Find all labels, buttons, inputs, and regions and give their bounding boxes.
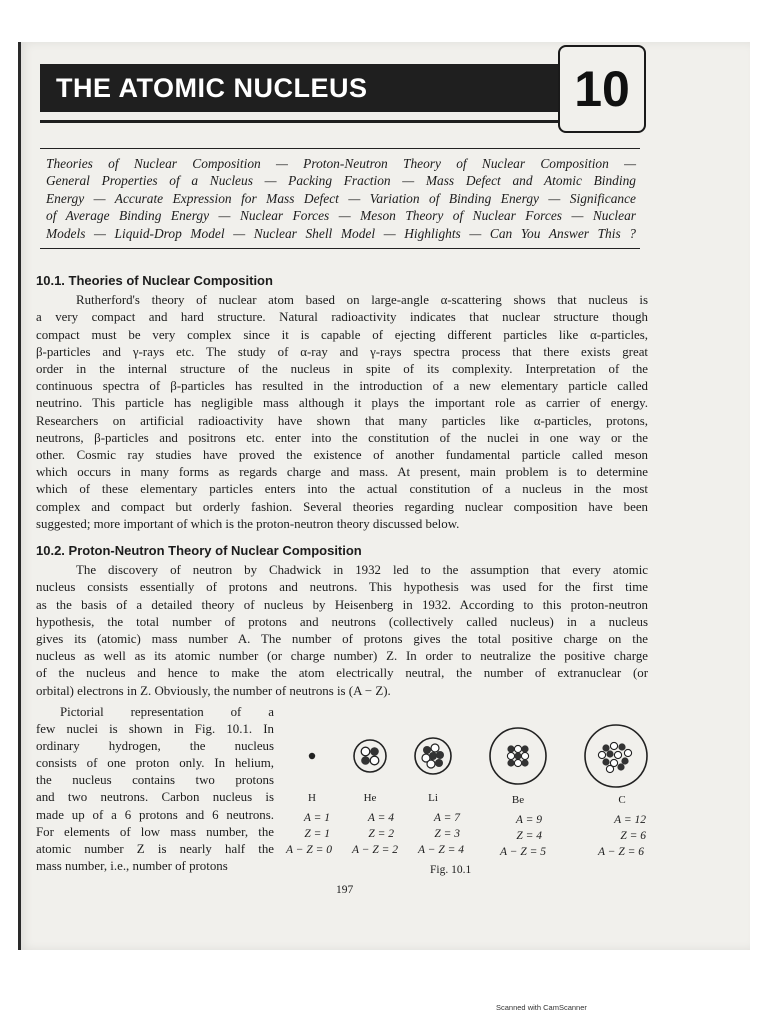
chapter-contents xyxy=(46,155,636,242)
contents-line: Energy — Accurate Expression for Mass Defect — Variation of Binding Energy — Significance xyxy=(46,190,636,206)
mass-number: A = 1 xyxy=(303,812,330,824)
hydrogen-nucleus xyxy=(309,753,315,759)
paragraph-line: complex and compact but orderly fashion. Several theories regarding nuclear composition have been xyxy=(36,499,648,514)
paragraph-line: a very compact and hard structure. Natural radioactivity indicates that nuclear structure though xyxy=(36,310,648,325)
atomic-number: Z = 4 xyxy=(516,830,542,842)
nucleus-symbol: H xyxy=(308,792,316,804)
beryllium-nucleus xyxy=(490,728,546,784)
nucleus-symbol: Be xyxy=(511,794,525,806)
helium-nucleus xyxy=(354,740,386,772)
paragraph-line: Researchers on artificial radioactivity have shown that many particles like α-particles, protons, xyxy=(36,413,648,428)
contents-rule-top xyxy=(40,148,640,149)
paragraph-line: Rutherford's theory of nuclear atom based on large-angle α-scattering shows that nucleus is xyxy=(76,293,648,308)
paragraph-line: made up of a 6 protons and 6 neutrons. xyxy=(36,807,274,822)
mass-number: A = 12 xyxy=(614,814,646,826)
paragraph-line: which of these elementary particles enters into the actual constitution of a nucleus in the most xyxy=(36,482,648,497)
paragraph-line: and two neutrons. Carbon nucleus is xyxy=(36,790,274,805)
mass-number: A = 9 xyxy=(515,814,542,826)
paragraph-line: suggested; more important of which is the proton-neutron theory discussed below. xyxy=(36,516,460,531)
contents-rule-bottom xyxy=(40,248,640,249)
paragraph-line: For elements of low mass number, the xyxy=(36,824,274,839)
paragraph-line: of the nucleus and hence to make the atom electrically neutral, the number of extranuclear (or xyxy=(36,666,648,681)
paragraph-line: compact must be very complex since it is capable of ejecting different particles like α-particles, xyxy=(36,327,648,342)
scanner-watermark: Scanned with CamScanner xyxy=(496,1003,587,1012)
figure-caption: Fig. 10.1 xyxy=(430,864,472,876)
nucleus-symbol: He xyxy=(363,792,377,804)
paragraph-line: orbital) electrons in Z. Obviously, the number of neutrons is (A − Z). xyxy=(36,683,391,698)
paragraph-line: mass number, i.e., number of protons xyxy=(36,858,228,873)
figure-side-text xyxy=(36,704,274,875)
paragraph-line: which occurs in many forms as regards charge and mass. At present, main problem is to determine xyxy=(36,465,648,480)
contents-line: of Average Binding Energy — Nuclear Forces — Meson Theory of Nuclear Forces — Nuclear xyxy=(46,208,636,224)
paragraph-line: few nuclei is shown in Fig. 10.1. In xyxy=(36,722,274,737)
page-number: 197 xyxy=(336,884,354,896)
paragraph-line: Pictorial representation of a xyxy=(60,705,274,719)
paragraph-line: the nucleus contains two protons xyxy=(36,773,274,788)
contents-line: Models — Liquid-Drop Model — Nuclear Shell Model — Highlights — Can You Answer This ? xyxy=(46,225,636,241)
section-heading: 10.1. Theories of Nuclear Composition xyxy=(36,273,273,288)
atomic-number: Z = 1 xyxy=(304,828,330,840)
paragraph-line: nucleus as well as its atomic number (or charge number) Z. In order to neutralize the positive charge xyxy=(36,649,648,664)
mass-number: A = 4 xyxy=(367,812,394,824)
mass-number: A = 7 xyxy=(433,812,460,824)
chapter-number-box xyxy=(558,45,646,133)
atomic-number: Z = 2 xyxy=(368,828,394,840)
paragraph-line: neutrons, β-particles and positrons etc. enter into the constitution of the nuclei in one way or the xyxy=(36,430,648,445)
neutron-number: A − Z = 2 xyxy=(352,844,398,856)
paragraph-line: ordinary hydrogen, the nucleus xyxy=(36,739,274,754)
contents-line: General Properties of a Nucleus — Packing Fraction — Mass Defect and Atomic Binding xyxy=(46,173,636,189)
paragraph-line: gives its (atomic) mass number A. The number of protons gives the total positive charge on the xyxy=(36,632,648,647)
nucleus-symbol: Li xyxy=(428,792,438,804)
nucleus-symbol: C xyxy=(618,794,626,806)
paragraph-line: order in the internal structure of the nucleus in spite of its complexity. Interpretation of the xyxy=(36,362,648,377)
atomic-number: Z = 3 xyxy=(434,828,460,840)
paragraph-line: The discovery of neutron by Chadwick in 1932 led to the assumption that every atomic xyxy=(76,563,648,578)
contents-line: Theories of Nuclear Composition — Proton-Neutron Theory of Nuclear Composition — xyxy=(46,156,636,171)
paragraph-line: hypothesis, the total number of protons and neutrons (collectively called nucleus) in a nucleus xyxy=(36,614,648,629)
section-10-1 xyxy=(36,272,648,533)
paragraph-line: β-particles and γ-rays etc. The study of α-ray and γ-rays spectra process that there exists great xyxy=(36,344,648,359)
paragraph-line: atomic number Z is nearly half the xyxy=(36,841,274,856)
paragraph-line: consists of one proton only. In helium, xyxy=(36,756,274,771)
page-binding-edge xyxy=(18,42,21,950)
neutron-number: A − Z = 0 xyxy=(286,844,332,856)
title-rule xyxy=(40,120,640,123)
paragraph-line: continuous spectra of β-particles has resulted in the introduction of a new elementary particle called xyxy=(36,379,648,394)
paragraph-line: other. Cosmic ray studies have proved the existence of another fundamental particle called meson xyxy=(36,448,648,463)
section-10-2 xyxy=(36,542,648,700)
figure-10-1 xyxy=(280,722,660,882)
paragraph-line: nucleus consists essentially of protons and neutrons. This hypothesis was used for the first time xyxy=(36,580,648,595)
neutron-number: A − Z = 4 xyxy=(418,844,464,856)
paragraph-line: as the basis of a detailed theory of nucleus by Heisenberg in 1932. According to this proton-neutron xyxy=(36,597,648,612)
chapter-title: THE ATOMIC NUCLEUS xyxy=(56,73,368,103)
section-heading: 10.2. Proton-Neutron Theory of Nuclear Composition xyxy=(36,543,362,558)
neutron-number: A − Z = 6 xyxy=(598,846,644,858)
atomic-number: Z = 6 xyxy=(620,830,646,842)
carbon-nucleus xyxy=(585,725,647,787)
nuclei-diagram xyxy=(280,722,660,802)
paragraph-line: neutrino. This particle has negligible mass although it plays the important role as carrier of energy. xyxy=(36,396,648,411)
chapter-number: 10 xyxy=(574,61,630,117)
neutron-number: A − Z = 5 xyxy=(500,846,546,858)
lithium-nucleus xyxy=(415,738,451,774)
